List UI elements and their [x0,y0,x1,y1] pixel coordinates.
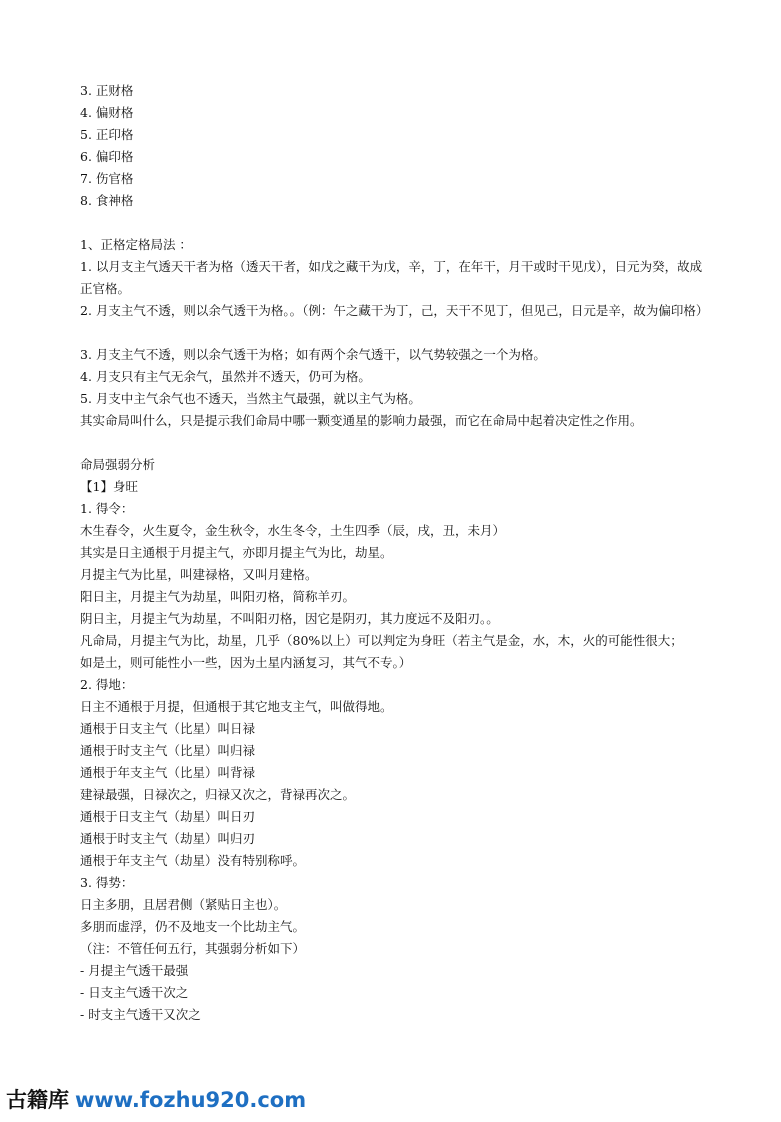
text-line: 阳日主，月提主气为劫星，叫阳刃格，简称羊刃。 [80,589,356,604]
item-heading-dedi: 2. 得地： [80,677,134,692]
text-line: 如是土，则可能性小一些，因为土星内涵复习，其气不专。） [80,655,412,670]
section-heading-qiangruo: 命局强弱分析 [80,457,156,472]
summary-paragraph: 其实命局叫什么，只是提示我们命局中哪一颗变通星的影响力最强，而它在命局中起着决定性之作用。 [80,413,643,428]
text-line: 木生春令，火生夏令，金生秋令，水生冬令，土生四季（辰，戌，丑，未月） [80,523,506,538]
text-line: 通根于年支主气（比星）叫背禄 [80,765,256,780]
footer-brand: 古籍库 [6,1088,69,1112]
text-line: 凡命局，月提主气为比，劫星，几乎（80%以上）可以判定为身旺（若主气是金，水，木，火的可能性很大； [80,633,683,648]
rule-paragraph-2: 2. 月支主气不透，则以余气透干为格。。（例：午之藏干为丁，己，天干不见丁，但见己，日元是辛，故为偏印格） [80,303,709,318]
text-line: 通根于日支主气（比星）叫日禄 [80,721,256,736]
footer-url[interactable]: www.fozhu920.com [75,1088,307,1112]
item-heading-deshi: 3. 得势： [80,875,134,890]
rule-paragraph-3: 3. 月支主气不透，则以余气透干为格；如有两个余气透干，以气势较强之一个为格。 [80,347,546,362]
list-item-zhengyin: 5. 正印格 [80,127,134,142]
list-item-piancai: 4. 偏财格 [80,105,134,120]
rule-paragraph-1: 1. 以月支主气透天干者为格（透天干者，如戊之藏干为戊，辛，丁，在年干，月干或时干见戊），日元为癸，故成正官格。 [80,259,703,296]
text-line: 其实是日主通根于月提主气，亦即月提主气为比，劫星。 [80,545,393,560]
note-line: （注：不管任何五行，其强弱分析如下） [80,941,306,956]
item-heading-deling: 1. 得令： [80,501,134,516]
text-line: 日主不通根于月提，但通根于其它地支主气，叫做得地。 [80,699,393,714]
bullet-item: - 日支主气透干次之 [80,985,189,1000]
list-item-shishen: 8. 食神格 [80,193,134,208]
list-item-zhengcai: 3. 正财格 [80,83,134,98]
rule-paragraph-4: 4. 月支只有主气无余气，虽然并不透天，仍可为格。 [80,369,371,384]
text-line: 多朋而虚浮，仍不及地支一个比劫主气。 [80,919,306,934]
text-line: 阴日主，月提主气为劫星，不叫阳刃格，因它是阴刃，其力度远不及阳刃。。 [80,611,499,626]
list-item-shangguan: 7. 伤官格 [80,171,134,186]
text-line: 通根于时支主气（劫星）叫归刃 [80,831,256,846]
list-item-pianyin: 6. 偏印格 [80,149,134,164]
bullet-item: - 月提主气透干最强 [80,963,189,978]
bullet-item: - 时支主气透干又次之 [80,1007,201,1022]
subsection-heading-shenwang: 【1】身旺 [80,479,138,494]
rule-paragraph-5: 5. 月支中主气余气也不透天，当然主气最强，就以主气为格。 [80,391,421,406]
section-heading-zhengge: 1、正格定格局法 ： [80,237,192,252]
text-line: 月提主气为比星，叫建禄格，又叫月建格。 [80,567,318,582]
text-line: 通根于时支主气（比星）叫归禄 [80,743,256,758]
text-line: 通根于日支主气（劫星）叫日刃 [80,809,256,824]
text-line: 通根于年支主气（劫星）没有特别称呼。 [80,853,306,868]
footer-watermark [6,1084,306,1114]
text-line: 建禄最强，日禄次之，归禄又次之，背禄再次之。 [80,787,356,802]
text-line: 日主多朋，且居君侧（紧贴日主也）。 [80,897,287,912]
